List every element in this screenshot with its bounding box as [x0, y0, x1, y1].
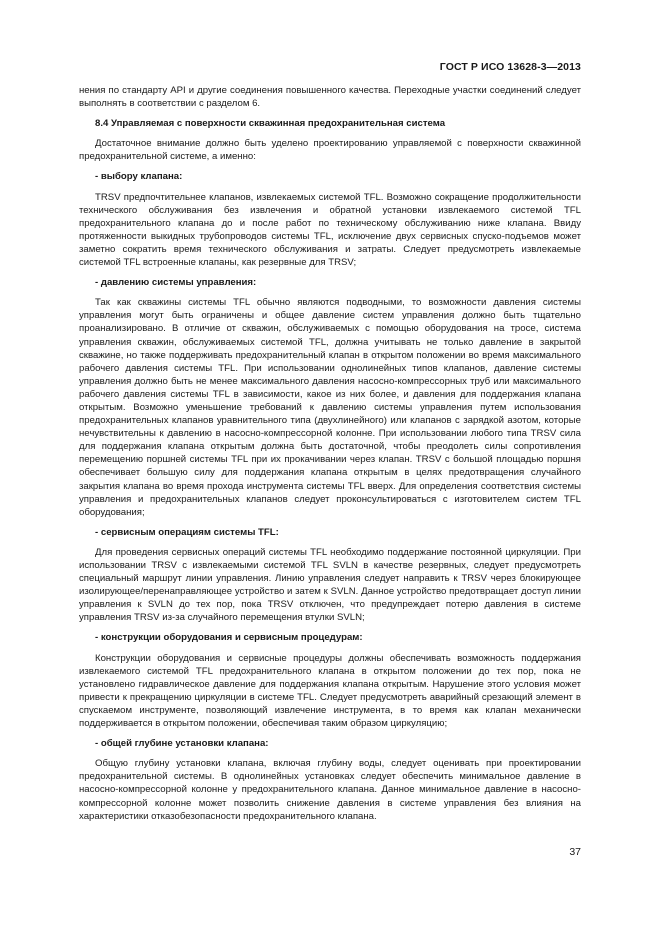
subheading-valve-selection: - выбору клапана:	[95, 171, 183, 183]
document-body	[79, 84, 581, 823]
paragraph-equipment-design: Конструкции оборудования и сервисные процедуры должны обеспечивать возможность поддержания извлекаемого системой TFL предохранительного клапана в открытом положении до тех пор, пока не установлено гидравлическое давление для поддержания клапана открытым. Нарушение этого условия может привести к прекращению циркуляции в системе TFL. Следует предусмотреть аварийный срезающий элемент в спускаемом инструменте, позволяющий извлечение инструмента, в то время как клапан механически поддерживается в открытом положении, обеспечивая таким образом циркуляцию;	[79, 652, 581, 730]
paragraph-intro: Достаточное внимание должно быть уделено проектированию управляемой с поверхности скважинной предохранительной системе, а именно:	[79, 138, 581, 163]
page-number: 37	[569, 846, 581, 858]
paragraph-service-operations: Для проведения сервисных операций системы TFL необходимо поддержание постоянной циркуляции. При использовании TRSV с извлекаемыми системой TFL SVLN в качестве резервных, следует предусмотреть специальный маршрут линии управления. Линию управления следует направить к TRSV через блокирующее изолирующее/перенаправляющее устройство и затем к SVLN. Данное устройство предотвращает доступ линии управления к SVLN до тех пор, пока TRSV отключен, что предупреждает потерю давления в системе управления TRSV из-за случайного перемещения втулки SVLN;	[79, 546, 581, 624]
subheading-equipment-design: - конструкции оборудования и сервисным процедурам:	[95, 632, 363, 644]
paragraph-setting-depth: Общую глубину установки клапана, включая глубину воды, следует оценивать при проектировании предохранительной системы. В однолинейных установках следует обеспечить минимальное давление в насосно-компрессорной колонне у предохранительного клапана. Данное минимальное давление в насосно-компрессорной колонне может позволить снижение давления в системе управления без влияния на характеристики отказобезопасности предохранительного клапана.	[79, 758, 581, 822]
section-heading-8-4: 8.4 Управляемая с поверхности скважинная предохранительная система	[95, 118, 446, 130]
paragraph-continuation: нения по стандарту API и другие соединения повышенного качества. Переходные участки соединений следует выполнять в соответствии с разделом 6.	[79, 85, 581, 110]
document-header-standard-id: ГОСТ Р ИСО 13628-3—2013	[439, 61, 581, 73]
subheading-setting-depth: - общей глубине установки клапана:	[95, 738, 269, 750]
paragraph-valve-selection: TRSV предпочтительнее клапанов, извлекаемых системой TFL. Возможно сокращение продолжительности технического обслуживания без извлечения и обратной установки извлекаемого системой TFL предохранительного клапана до и после работ по техническому обслуживанию ниже клапана. Ввиду протяженности выкидных трубопроводов системы TFL, исключение двух сервисных спуско-подъемов может заметно сократить время технического обслуживания и затраты. Следует предусмотреть извлекаемые системой TFL встроенные клапаны, как резервные для TRSV;	[79, 191, 581, 269]
subheading-service-operations: - сервисным операциям системы TFL:	[95, 526, 279, 538]
subheading-control-pressure: - давлению системы управления:	[95, 277, 257, 289]
paragraph-control-pressure: Так как скважины системы TFL обычно являются подводными, то возможности давления системы управления могут быть ограничены и общее давление систем управления должно быть тщательно проанализировано. В отличие от скважин, обслуживаемых с помощью оборудования на тросе, система управления скважин, обслуживаемых системой TFL, должна учитывать не только давление в закрытой скважине, но также поддерживать предохранительный клапан в открытом положении во время максимального рабочего давления системы TFL. При использовании однолинейных типов клапанов, давление системы управления должно быть не менее максимального давления насосно-компрессорных труб или максимального рабочего давления системы TFL в зависимости, какое из них более, и давления для поддержания клапана открытым. Возможно уменьшение требований к давлению системы управления путем использования предохранительных клапанов уравнительного типа (двухлинейного) или клапанов с зарядкой азотом, которые нечувствительны к давлению в насосно-компрессорной колонне. При использовании любого типа TRSV сила для поддержания клапана открытым должна быть достаточной, чтобы преодолеть силы сопротивления перемещению поршней системы TFL при их прокачивании через клапан. TRSV с большой площадью поршня обеспечивает большую силу для поддержания клапана открытым в целях предотвращения случайного закрытия клапана во время прохода инструмента системы TFL вверх. Для определения соответствия системы управления и предохранительных клапанов следует проконсультироваться с изготовителем систем TFL оборудования;	[79, 297, 581, 518]
